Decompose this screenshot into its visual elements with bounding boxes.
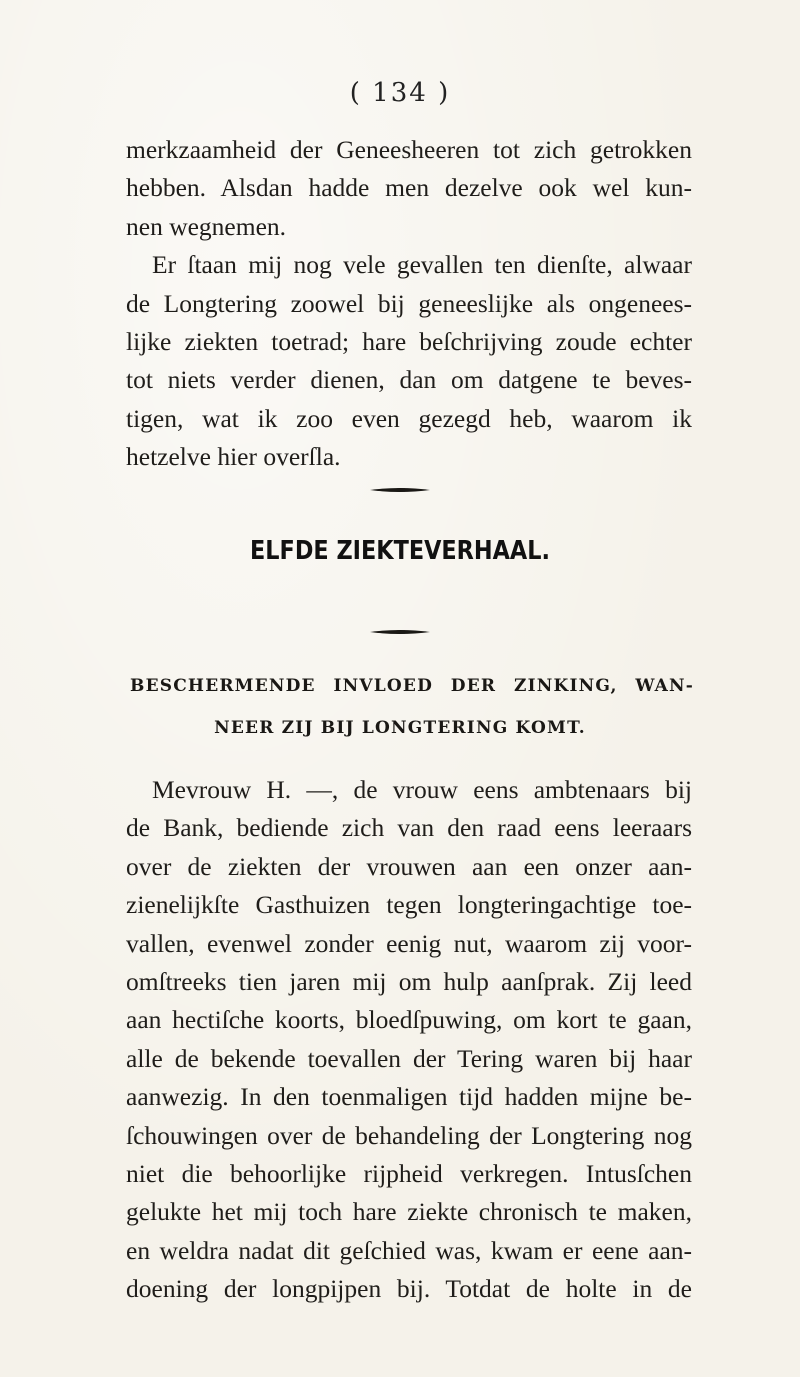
text-line: omſtreeks tien jaren mij om hulp aanſprak. Zij leed — [126, 967, 692, 997]
text-line: de Longtering zoowel bij geneeslijke als ongenees- — [126, 288, 692, 318]
text-line: over de ziekten der vrouwen aan een onzer aan- — [126, 851, 692, 881]
text-line: tigen, wat ik zoo even gezegd heb, waarom ik — [126, 403, 692, 433]
text-line: hebben. Alsdan hadde men dezelve ook wel kun- — [126, 173, 692, 203]
text-line: merkzaamheid der Geneesheeren tot zich getrokken — [126, 135, 692, 164]
text-line: doening der longpijpen bij. Totdat de holte in de — [126, 1274, 692, 1304]
ornament-rule-icon — [368, 486, 432, 494]
ornament-rule-icon — [368, 628, 432, 636]
text-line: nen wegnemen. — [126, 211, 287, 241]
text-line: hetzelve hier overſla. — [126, 442, 341, 472]
ornament-rule-bottom — [0, 628, 800, 638]
text-line: tot niets verder dienen, dan om datgene te beves- — [126, 365, 692, 395]
text-line: zienelijkſte Gasthuizen tegen longteringachtige toe- — [126, 890, 692, 920]
text-line: niet die behoorlijke rijpheid verkregen. Intusſchen — [126, 1159, 692, 1189]
page-number: ( 134 ) — [349, 78, 451, 108]
subtitle-line: BESCHERMENDE INVLOED DER ZINKING, WAN- — [130, 676, 694, 696]
text-line: aanwezig. In den toenmaligen tijd hadden mijne be- — [126, 1082, 692, 1112]
text-line: ſchouwingen over de behandeling der Longtering nog — [126, 1120, 692, 1150]
text-line: Mevrouw H. —, de vrouw eens ambtenaars bij — [152, 775, 692, 804]
text-line: vallen, evenwel zonder eenig nut, waarom zij voor- — [126, 928, 692, 958]
paragraph-body — [126, 771, 692, 1309]
text-line: de Bank, bediende zich van den raad eens leeraars — [126, 813, 692, 843]
text-line: gelukte het mij toch hare ziekte chronisch te maken, — [126, 1197, 692, 1227]
paragraph-top — [126, 131, 692, 477]
chapter-title: ELFDE ZIEKTEVERHAAL. — [250, 536, 550, 566]
ornament-rule-top — [0, 486, 800, 496]
text-line: Er ſtaan mij nog vele gevallen ten dienſte, alwaar — [152, 250, 692, 280]
text-line: lijke ziekten toetrad; hare beſchrijving zoude echter — [126, 327, 692, 357]
text-line: aan hectiſche koorts, bloedſpuwing, om kort te gaan, — [126, 1005, 692, 1035]
text-line: en weldra nadat dit geſchied was, kwam er eene aan- — [126, 1235, 692, 1265]
subtitle-line: NEER ZIJ BIJ LONGTERING KOMT. — [214, 718, 586, 738]
text-line: alle de bekende toevallen der Tering waren bij haar — [126, 1043, 692, 1073]
